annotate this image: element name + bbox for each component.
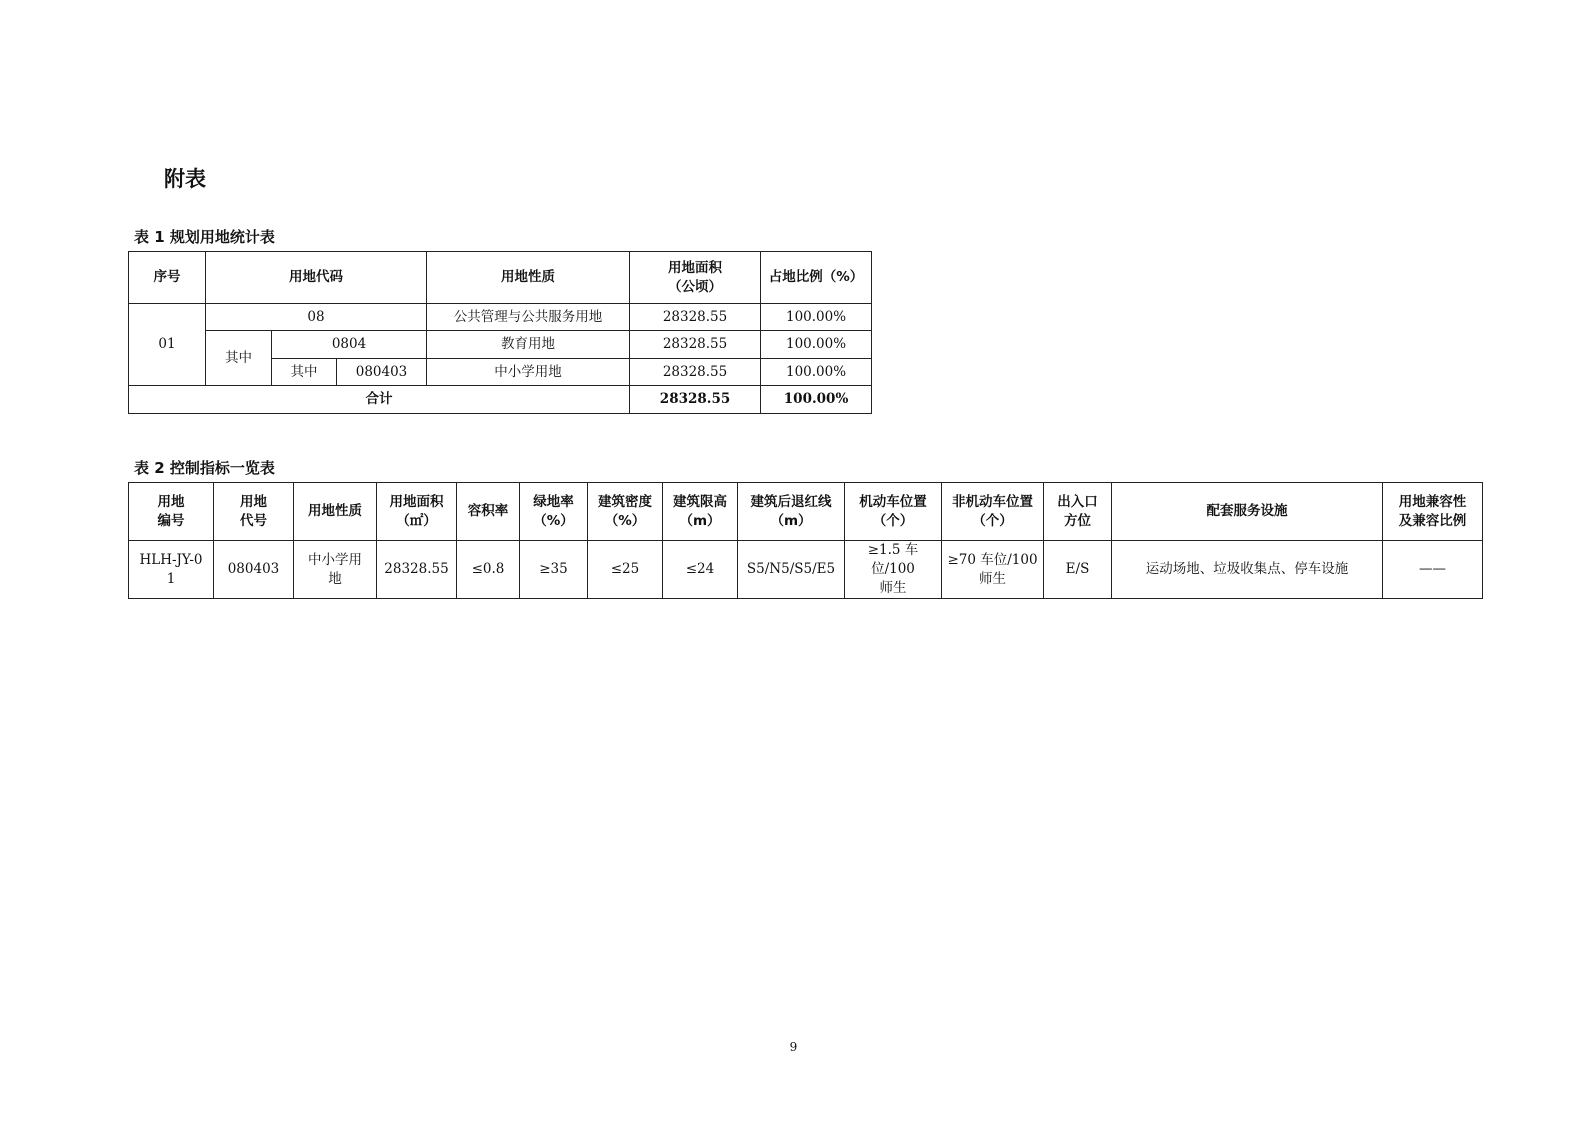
area-cell: 28328.55	[630, 359, 761, 386]
green-cell: ≥35	[520, 541, 588, 599]
total-row	[129, 386, 872, 414]
ratio-cell: 100.00%	[761, 331, 872, 359]
header-compat: 用地兼容性 及兼容比例	[1383, 483, 1483, 541]
area-cell: 28328.55	[377, 541, 457, 599]
header-plot-no: 用地 编号	[129, 483, 214, 541]
setback-cell: S5/N5/S5/E5	[738, 541, 845, 599]
header-plot-code: 用地 代号	[214, 483, 294, 541]
header-facilities: 配套服务设施	[1112, 483, 1383, 541]
facilities-cell: 运动场地、垃圾收集点、停车设施	[1112, 541, 1383, 599]
parking-cell: ≥1.5 车位/100 师生	[845, 541, 942, 599]
land-use-statistics-table	[128, 251, 872, 414]
total-area: 28328.55	[630, 386, 761, 414]
header-area: 用地面积 （公顷）	[630, 252, 761, 304]
plot-code-cell: 080403	[214, 541, 294, 599]
header-entrance: 出入口 方位	[1044, 483, 1112, 541]
control-indicators-table	[128, 482, 1483, 599]
header-code: 用地代码	[206, 252, 427, 304]
header-ratio: 占地比例（%）	[761, 252, 872, 304]
total-label: 合计	[129, 386, 630, 414]
header-seq: 序号	[129, 252, 206, 304]
code-cell: 080403	[337, 359, 427, 386]
nature-cell: 中小学用地	[427, 359, 630, 386]
table-row	[129, 541, 1483, 599]
sub-label-cell: 其中	[272, 359, 337, 386]
header-setback: 建筑后退红线 （m）	[738, 483, 845, 541]
ratio-cell: 100.00%	[761, 359, 872, 386]
sub-label-cell: 其中	[206, 331, 272, 386]
header-far: 容积率	[457, 483, 520, 541]
density-cell: ≤25	[588, 541, 663, 599]
header-nature: 用地性质	[294, 483, 377, 541]
header-area: 用地面积 （㎡）	[377, 483, 457, 541]
compat-cell: ——	[1383, 541, 1483, 599]
far-cell: ≤0.8	[457, 541, 520, 599]
bike-cell: ≥70 车位/100 师生	[942, 541, 1044, 599]
plot-no-cell: HLH-JY-0 1	[129, 541, 214, 599]
header-density: 建筑密度 （%）	[588, 483, 663, 541]
page-heading: 附表	[164, 167, 206, 191]
table2-caption: 表 2 控制指标一览表	[134, 459, 275, 477]
seq-cell: 01	[129, 304, 206, 386]
header-nature: 用地性质	[427, 252, 630, 304]
total-ratio: 100.00%	[761, 386, 872, 414]
page-number: 9	[789, 1040, 798, 1054]
table1-caption: 表 1 规划用地统计表	[134, 228, 275, 246]
table-row	[129, 304, 872, 331]
nature-cell: 公共管理与公共服务用地	[427, 304, 630, 331]
table-row	[129, 331, 872, 359]
header-bike: 非机动车位置 （个）	[942, 483, 1044, 541]
code-cell: 0804	[272, 331, 427, 359]
header-parking: 机动车位置 （个）	[845, 483, 942, 541]
height-cell: ≤24	[663, 541, 738, 599]
nature-cell: 教育用地	[427, 331, 630, 359]
table1-header-row	[129, 252, 872, 304]
header-height: 建筑限高 （m）	[663, 483, 738, 541]
table2-header-row	[129, 483, 1483, 541]
ratio-cell: 100.00%	[761, 304, 872, 331]
area-cell: 28328.55	[630, 304, 761, 331]
code-cell: 08	[206, 304, 427, 331]
area-cell: 28328.55	[630, 331, 761, 359]
nature-cell: 中小学用 地	[294, 541, 377, 599]
header-green: 绿地率 （%）	[520, 483, 588, 541]
entrance-cell: E/S	[1044, 541, 1112, 599]
